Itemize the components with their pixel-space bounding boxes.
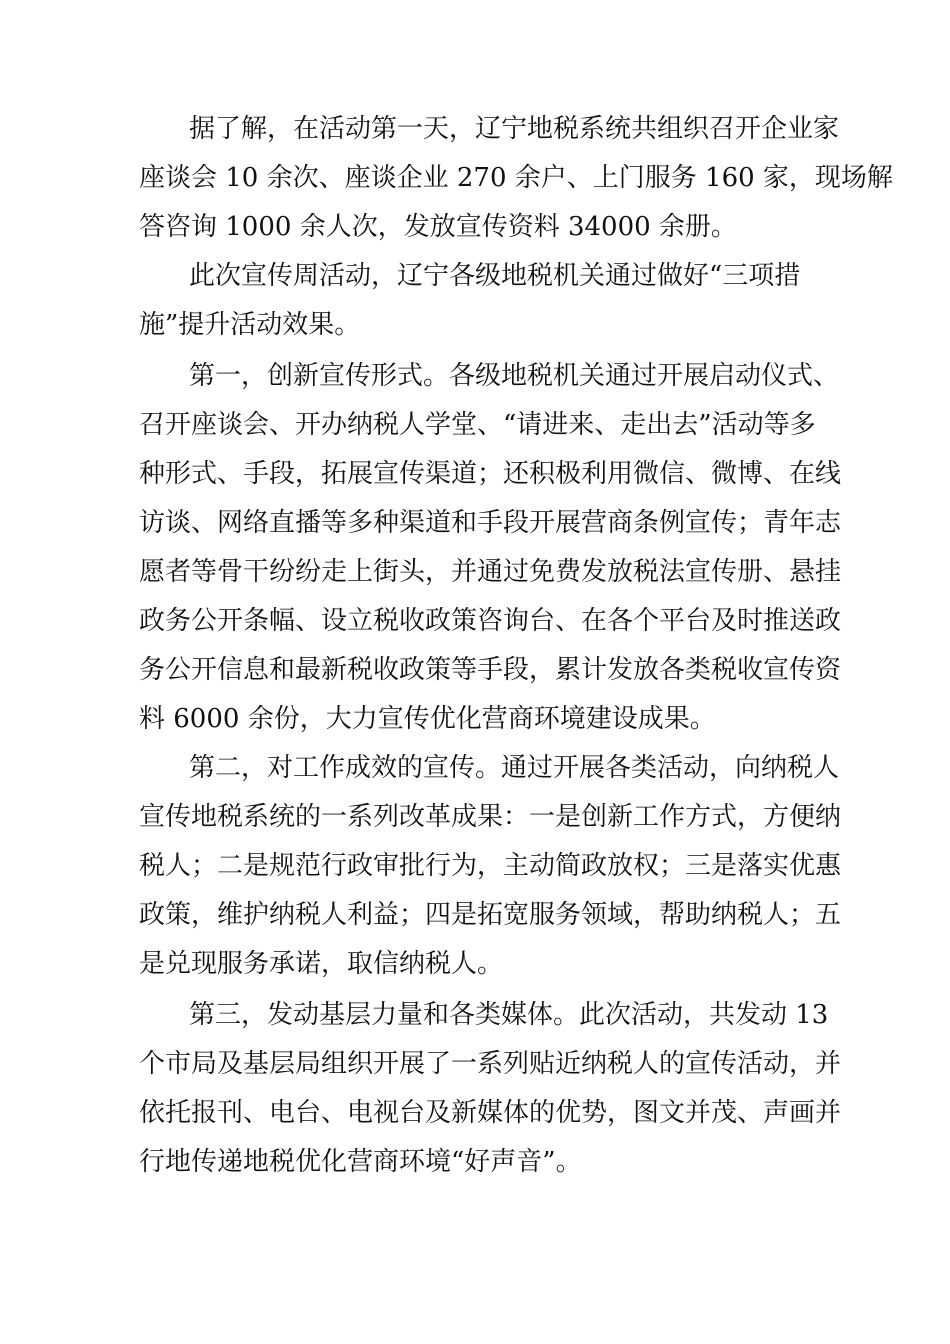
para3-line3: 种形式、手段，拓展宣传渠道；还积极利用微信、微博、在线: [139, 459, 842, 489]
para4-line5: 是兑现服务承诺，取信纳税人。: [139, 949, 504, 979]
para1-line2: 座谈会 10 余次、座谈企业 270 余户、上门服务 160 家，现场解: [139, 163, 893, 193]
para5-line1: 第三，发动基层力量和各类媒体。此次活动，共发动 13: [189, 1000, 829, 1030]
para3-line2: 召开座谈会、开办纳税人学堂、“请进来、走出去”活动等多: [139, 410, 816, 440]
para3-line7: 务公开信息和最新税收政策等手段，累计发放各类税收宣传资: [139, 655, 842, 685]
para5-line3: 依托报刊、电台、电视台及新媒体的优势，图文并茂、声画并: [139, 1098, 842, 1128]
para3-line8: 料 6000 余份，大力宣传优化营商环境建设成果。: [139, 704, 716, 734]
para2-line2: 施”提升活动效果。: [139, 310, 361, 340]
para1-line3: 答咨询 1000 余人次，发放宣传资料 34000 余册。: [139, 212, 737, 242]
para4-line3: 税人；二是规范行政审批行为，主动简政放权；三是落实优惠: [139, 851, 842, 881]
para4-line2: 宣传地税系统的一系列改革成果：一是创新工作方式，方便纳: [139, 802, 842, 832]
para5-line2: 个市局及基层局组织开展了一系列贴近纳税人的宣传活动，并: [139, 1049, 842, 1079]
para3-line6: 政务公开条幅、设立税收政策咨询台、在各个平台及时推送政: [139, 606, 842, 636]
para4-line4: 政策，维护纳税人利益；四是拓宽服务领域，帮助纳税人；五: [139, 900, 842, 930]
para3-line1: 第一，创新宣传形式。各级地税机关通过开展启动仪式、: [189, 361, 840, 391]
para4-line1: 第二，对工作成效的宣传。通过开展各类活动，向纳税人: [189, 753, 840, 783]
para1-line1: 据了解，在活动第一天，辽宁地税系统共组织召开企业家: [189, 114, 840, 144]
para3-line5: 愿者等骨干纷纷走上街头，并通过免费发放税法宣传册、悬挂: [139, 557, 842, 587]
para2-line1: 此次宣传周活动，辽宁各级地税机关通过做好“三项措: [189, 261, 801, 291]
para5-line4: 行地传递地税优化营商环境“好声音”。: [139, 1147, 582, 1177]
para3-line4: 访谈、网络直播等多种渠道和手段开展营商条例宣传；青年志: [139, 508, 842, 538]
